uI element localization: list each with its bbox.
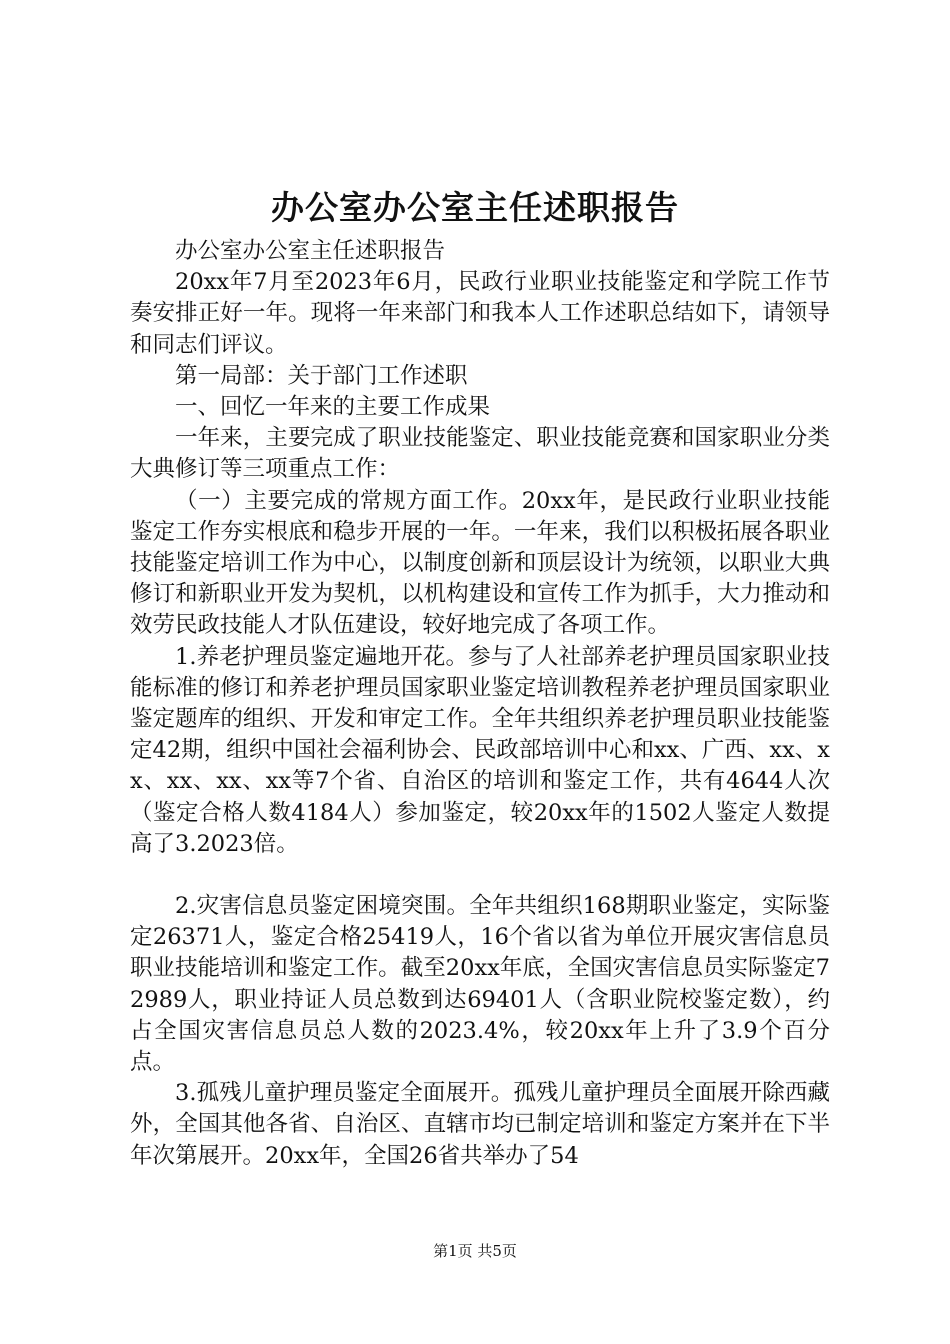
- subsection-heading: 一、回忆一年来的主要工作成果: [175, 394, 491, 421]
- page-title: 办公室办公室主任述职报告: [271, 188, 679, 227]
- paragraph-subtitle: 办公室办公室主任述职报告: [175, 238, 446, 264]
- page-number: 第1页 共5页: [433, 1242, 517, 1260]
- section-heading: 第一局部：关于部门工作述职: [175, 362, 468, 389]
- document-body: [130, 236, 830, 1172]
- paragraph-item-1: 1.养老护理员鉴定遍地开花。参与了人社部养老护理员国家职业技能标准的修订和养老护理员国家职业鉴定培训教程养老护理员国家职业鉴定题库的组织、开发和审定工作。全年共组织养老护理员职业技能鉴定42期，组织中国社会福利协会、民政部培训中心和xx、广西、xx、xx、xx、xx、xx等7个省、自治区的培训和鉴定工作，共有4644人次（鉴定合格人数4184人）参加鉴定，较20xx年的1502人鉴定人数提高了3.2023倍。: [130, 643, 831, 857]
- paragraph-summary: 一年来，主要完成了职业技能鉴定、职业技能竞赛和国家职业分类大典修订等三项重点工作：: [130, 425, 830, 483]
- paragraph-item-2: 2.灾害信息员鉴定困境突围。全年共组织168期职业鉴定，实际鉴定26371人，鉴定合格25419人，16个省以省为单位开展灾害信息员职业技能培训和鉴定工作。截至20xx年底，全国灾害信息员实际鉴定72989人，职业持证人员总数到达69401人（含职业院校鉴定数），约占全国灾害信息员总人数的2023.4%，较20xx年上升了3.9个百分点。: [130, 893, 830, 1076]
- paragraph-intro: 20xx年7月至2023年6月，民政行业职业技能鉴定和学院工作节奏安排正好一年。现将一年来部门和我本人工作述职总结如下，请领导和同志们评议。: [130, 269, 830, 358]
- paragraph-routine-work: （一）主要完成的常规方面工作。20xx年，是民政行业职业技能鉴定工作夯实根底和稳步开展的一年。一年来，我们以积极拓展各职业技能鉴定培训工作为中心，以制度创新和顶层设计为统领，以职业大典修订和新职业开发为契机，以机构建设和宣传工作为抓手，大力推动和效劳民政技能人才队伍建设，较好地完成了各项工作。: [130, 487, 830, 639]
- paragraph-item-3: 3.孤残儿童护理员鉴定全面展开。孤残儿童护理员全面展开除西藏外，全国其他各省、自治区、直辖市均已制定培训和鉴定方案并在下半年次第展开。20xx年，全国26省共举办了54: [130, 1080, 830, 1169]
